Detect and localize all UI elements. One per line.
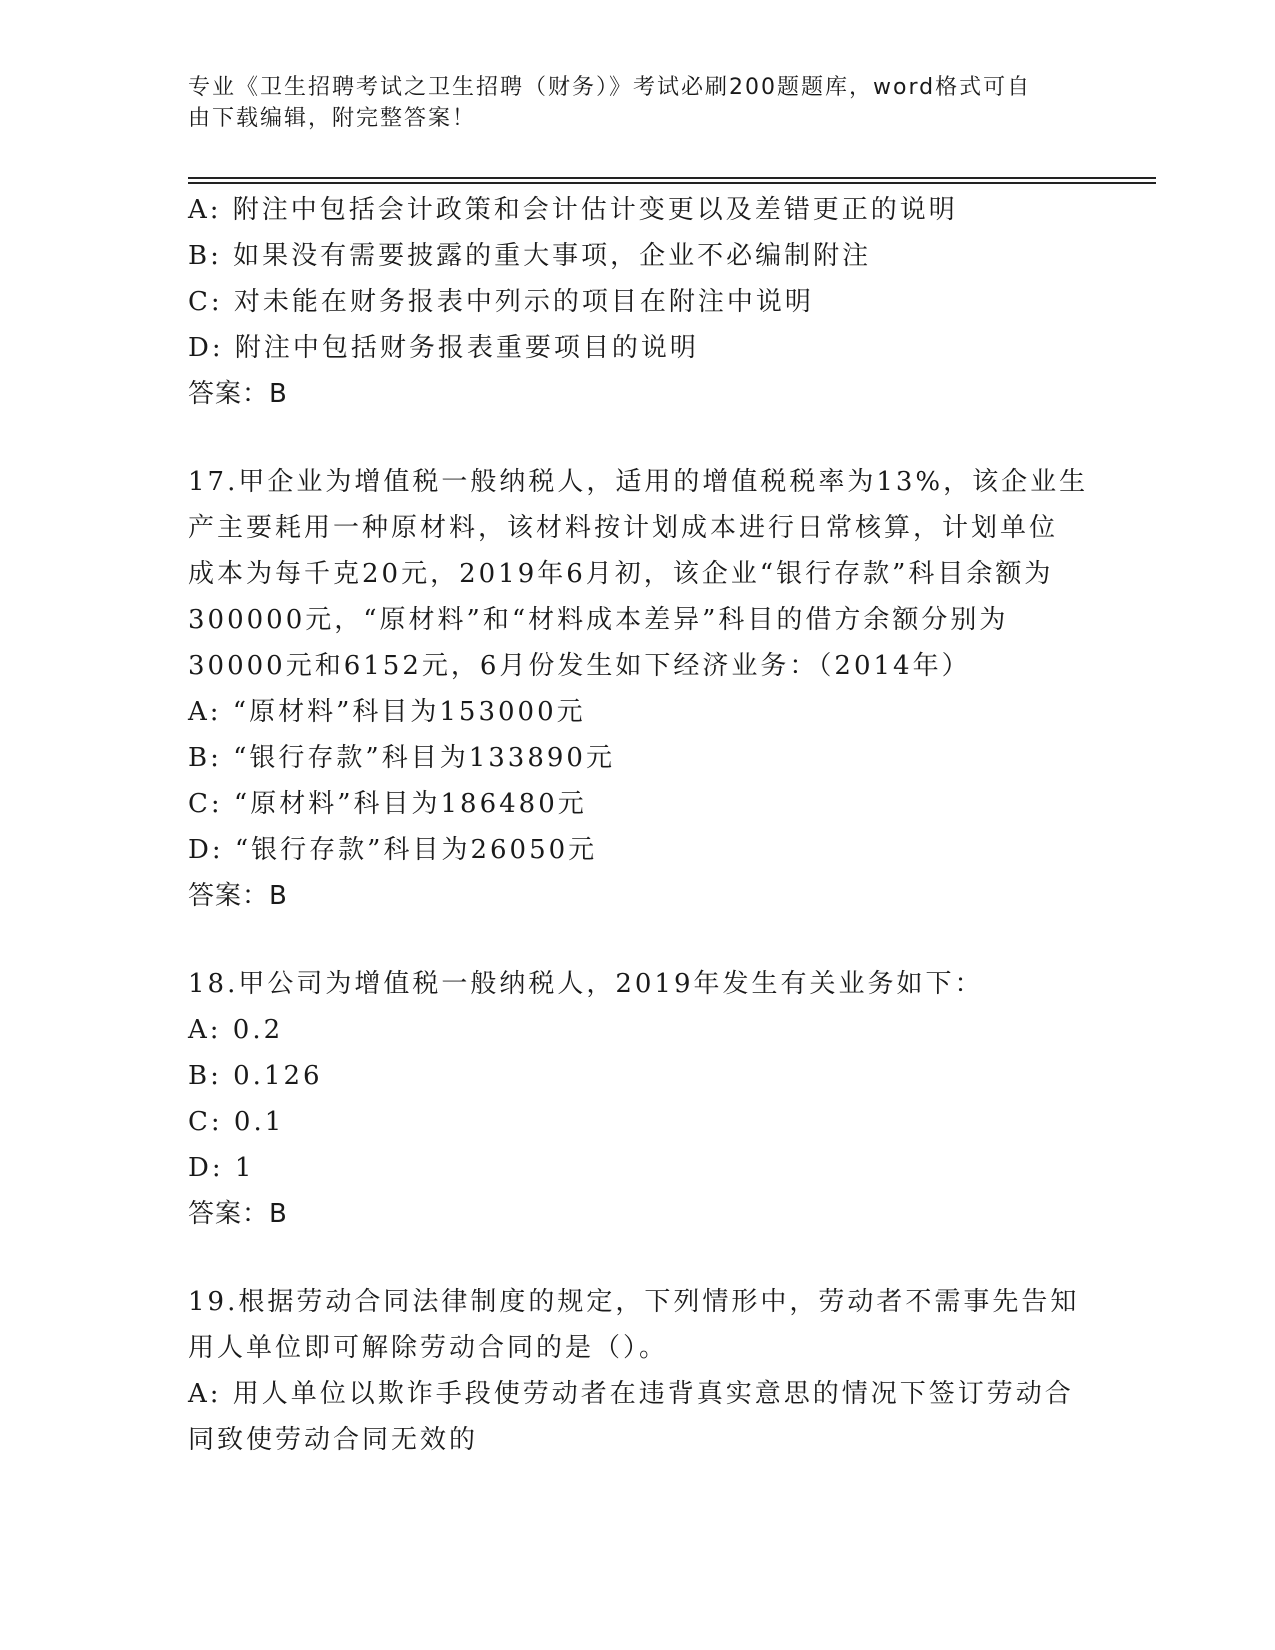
answer: 答案：B xyxy=(188,379,288,409)
option-b: B: 0.126 xyxy=(188,1061,323,1091)
question-text: 18.甲公司为增值税一般纳税人，2019年发生有关业务如下： xyxy=(188,969,984,999)
header-rule-bottom xyxy=(188,182,1156,184)
spacer xyxy=(188,1237,1088,1279)
question-18 xyxy=(188,961,1088,1237)
option-c: C: “原材料”科目为186480元 xyxy=(188,789,587,819)
option-d: D: 附注中包括财务报表重要项目的说明 xyxy=(188,333,699,363)
question-19 xyxy=(188,1279,1088,1463)
header-line-1: 专业《卫生招聘考试之卫生招聘（财务）》考试必刷200题题库，word格式可自 xyxy=(188,75,1032,100)
question-17 xyxy=(188,459,1088,919)
option-a-continued: 同致使劳动合同无效的 xyxy=(188,1425,479,1455)
question-text: 30000元和6152元，6月份发生如下经济业务：（2014年） xyxy=(188,651,971,681)
question-text: 19.根据劳动合同法律制度的规定，下列情形中，劳动者不需事先告知 xyxy=(188,1287,1080,1317)
option-a: A: 附注中包括会计政策和会计估计变更以及差错更正的说明 xyxy=(188,195,958,225)
option-b: B: 如果没有需要披露的重大事项，企业不必编制附注 xyxy=(188,241,872,271)
question-text: 产主要耗用一种原材料，该材料按计划成本进行日常核算，计划单位 xyxy=(188,513,1059,543)
option-c: C: 0.1 xyxy=(188,1107,285,1137)
option-a: A: 0.2 xyxy=(188,1015,284,1045)
question-list xyxy=(188,187,1088,1463)
option-a: A: “原材料”科目为153000元 xyxy=(188,697,586,727)
header-line-2: 由下载编辑，附完整答案！ xyxy=(188,106,477,131)
option-a: A: 用人单位以欺诈手段使劳动者在违背真实意思的情况下签订劳动合 xyxy=(188,1379,1074,1409)
spacer xyxy=(188,919,1088,961)
question-16-options xyxy=(188,187,1088,417)
option-d: D: “银行存款”科目为26050元 xyxy=(188,835,598,865)
spacer xyxy=(188,417,1088,459)
answer: 答案：B xyxy=(188,881,288,911)
question-text: 17.甲企业为增值税一般纳税人，适用的增值税税率为13%，该企业生 xyxy=(188,467,1089,497)
question-text: 用人单位即可解除劳动合同的是（）。 xyxy=(188,1333,669,1363)
answer: 答案：B xyxy=(188,1199,288,1229)
option-d: D: 1 xyxy=(188,1153,255,1183)
question-text: 成本为每千克20元，2019年6月初，该企业“银行存款”科目余额为 xyxy=(188,559,1054,589)
question-text: 300000元，“原材料”和“材料成本差异”科目的借方余额分别为 xyxy=(188,605,1009,635)
option-c: C: 对未能在财务报表中列示的项目在附注中说明 xyxy=(188,287,814,317)
option-b: B: “银行存款”科目为133890元 xyxy=(188,743,615,773)
document-header xyxy=(188,72,1088,134)
header-rule-top xyxy=(188,177,1156,179)
